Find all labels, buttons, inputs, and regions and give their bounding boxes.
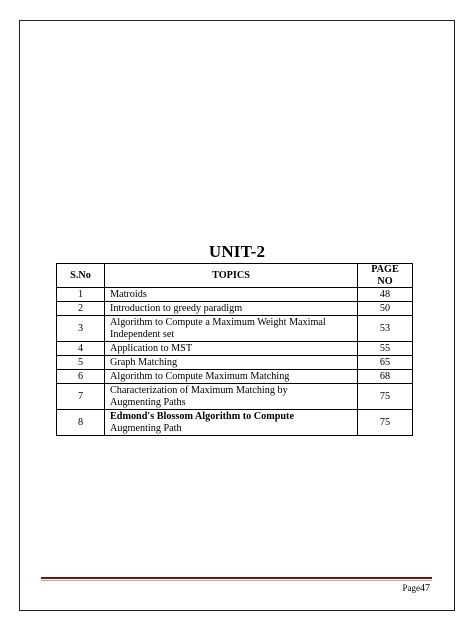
cell-topic	[105, 316, 358, 342]
cell-sno: 1	[57, 288, 105, 302]
topic-line: Augmenting Paths	[110, 396, 186, 408]
table-row	[57, 370, 413, 384]
cell-sno: 8	[57, 410, 105, 436]
table-row	[57, 288, 413, 302]
footer-divider	[41, 577, 432, 579]
footer-divider-shadow	[41, 580, 432, 581]
cell-page: 75	[358, 384, 413, 410]
table-row	[57, 356, 413, 370]
cell-topic	[105, 384, 358, 410]
cell-page: 50	[358, 302, 413, 316]
header-topics: TOPICS	[105, 264, 358, 288]
page-label: Page	[402, 583, 420, 593]
cell-sno: 3	[57, 316, 105, 342]
unit-title: UNIT-2	[208, 242, 266, 261]
cell-page: 75	[358, 410, 413, 436]
cell-topic: Algorithm to Compute Maximum Matching	[105, 370, 358, 384]
page-number-value: 47	[420, 583, 430, 594]
cell-topic: Introduction to greedy paradigm	[105, 302, 358, 316]
header-sno: S.No	[57, 264, 105, 288]
cell-sno: 5	[57, 356, 105, 370]
cell-sno: 6	[57, 370, 105, 384]
cell-page: 68	[358, 370, 413, 384]
table-row	[57, 384, 413, 410]
cell-page: 48	[358, 288, 413, 302]
cell-page: 55	[358, 342, 413, 356]
cell-topic	[105, 410, 358, 436]
cell-sno: 4	[57, 342, 105, 356]
topics-table	[56, 263, 413, 436]
cell-sno: 2	[57, 302, 105, 316]
topic-line: Augmenting Path	[110, 422, 182, 434]
table-header-row	[57, 264, 413, 288]
table-row	[57, 302, 413, 316]
page-number	[403, 583, 431, 594]
topic-line: Edmond's Blossom Algorithm to Compute	[110, 411, 294, 422]
cell-page: 53	[358, 316, 413, 342]
table-row	[57, 410, 413, 436]
cell-page: 65	[358, 356, 413, 370]
header-page-no: PAGE NO	[358, 264, 413, 288]
table-row	[57, 316, 413, 342]
table-row	[57, 342, 413, 356]
topic-line: Algorithm to Compute a Maximum Weight Maximal	[110, 317, 326, 328]
cell-sno: 7	[57, 384, 105, 410]
topic-line: Characterization of Maximum Matching by	[110, 385, 288, 396]
topic-line: Independent set	[110, 328, 175, 340]
cell-topic: Application to MST	[105, 342, 358, 356]
cell-topic: Matroids	[105, 288, 358, 302]
cell-topic: Graph Matching	[105, 356, 358, 370]
